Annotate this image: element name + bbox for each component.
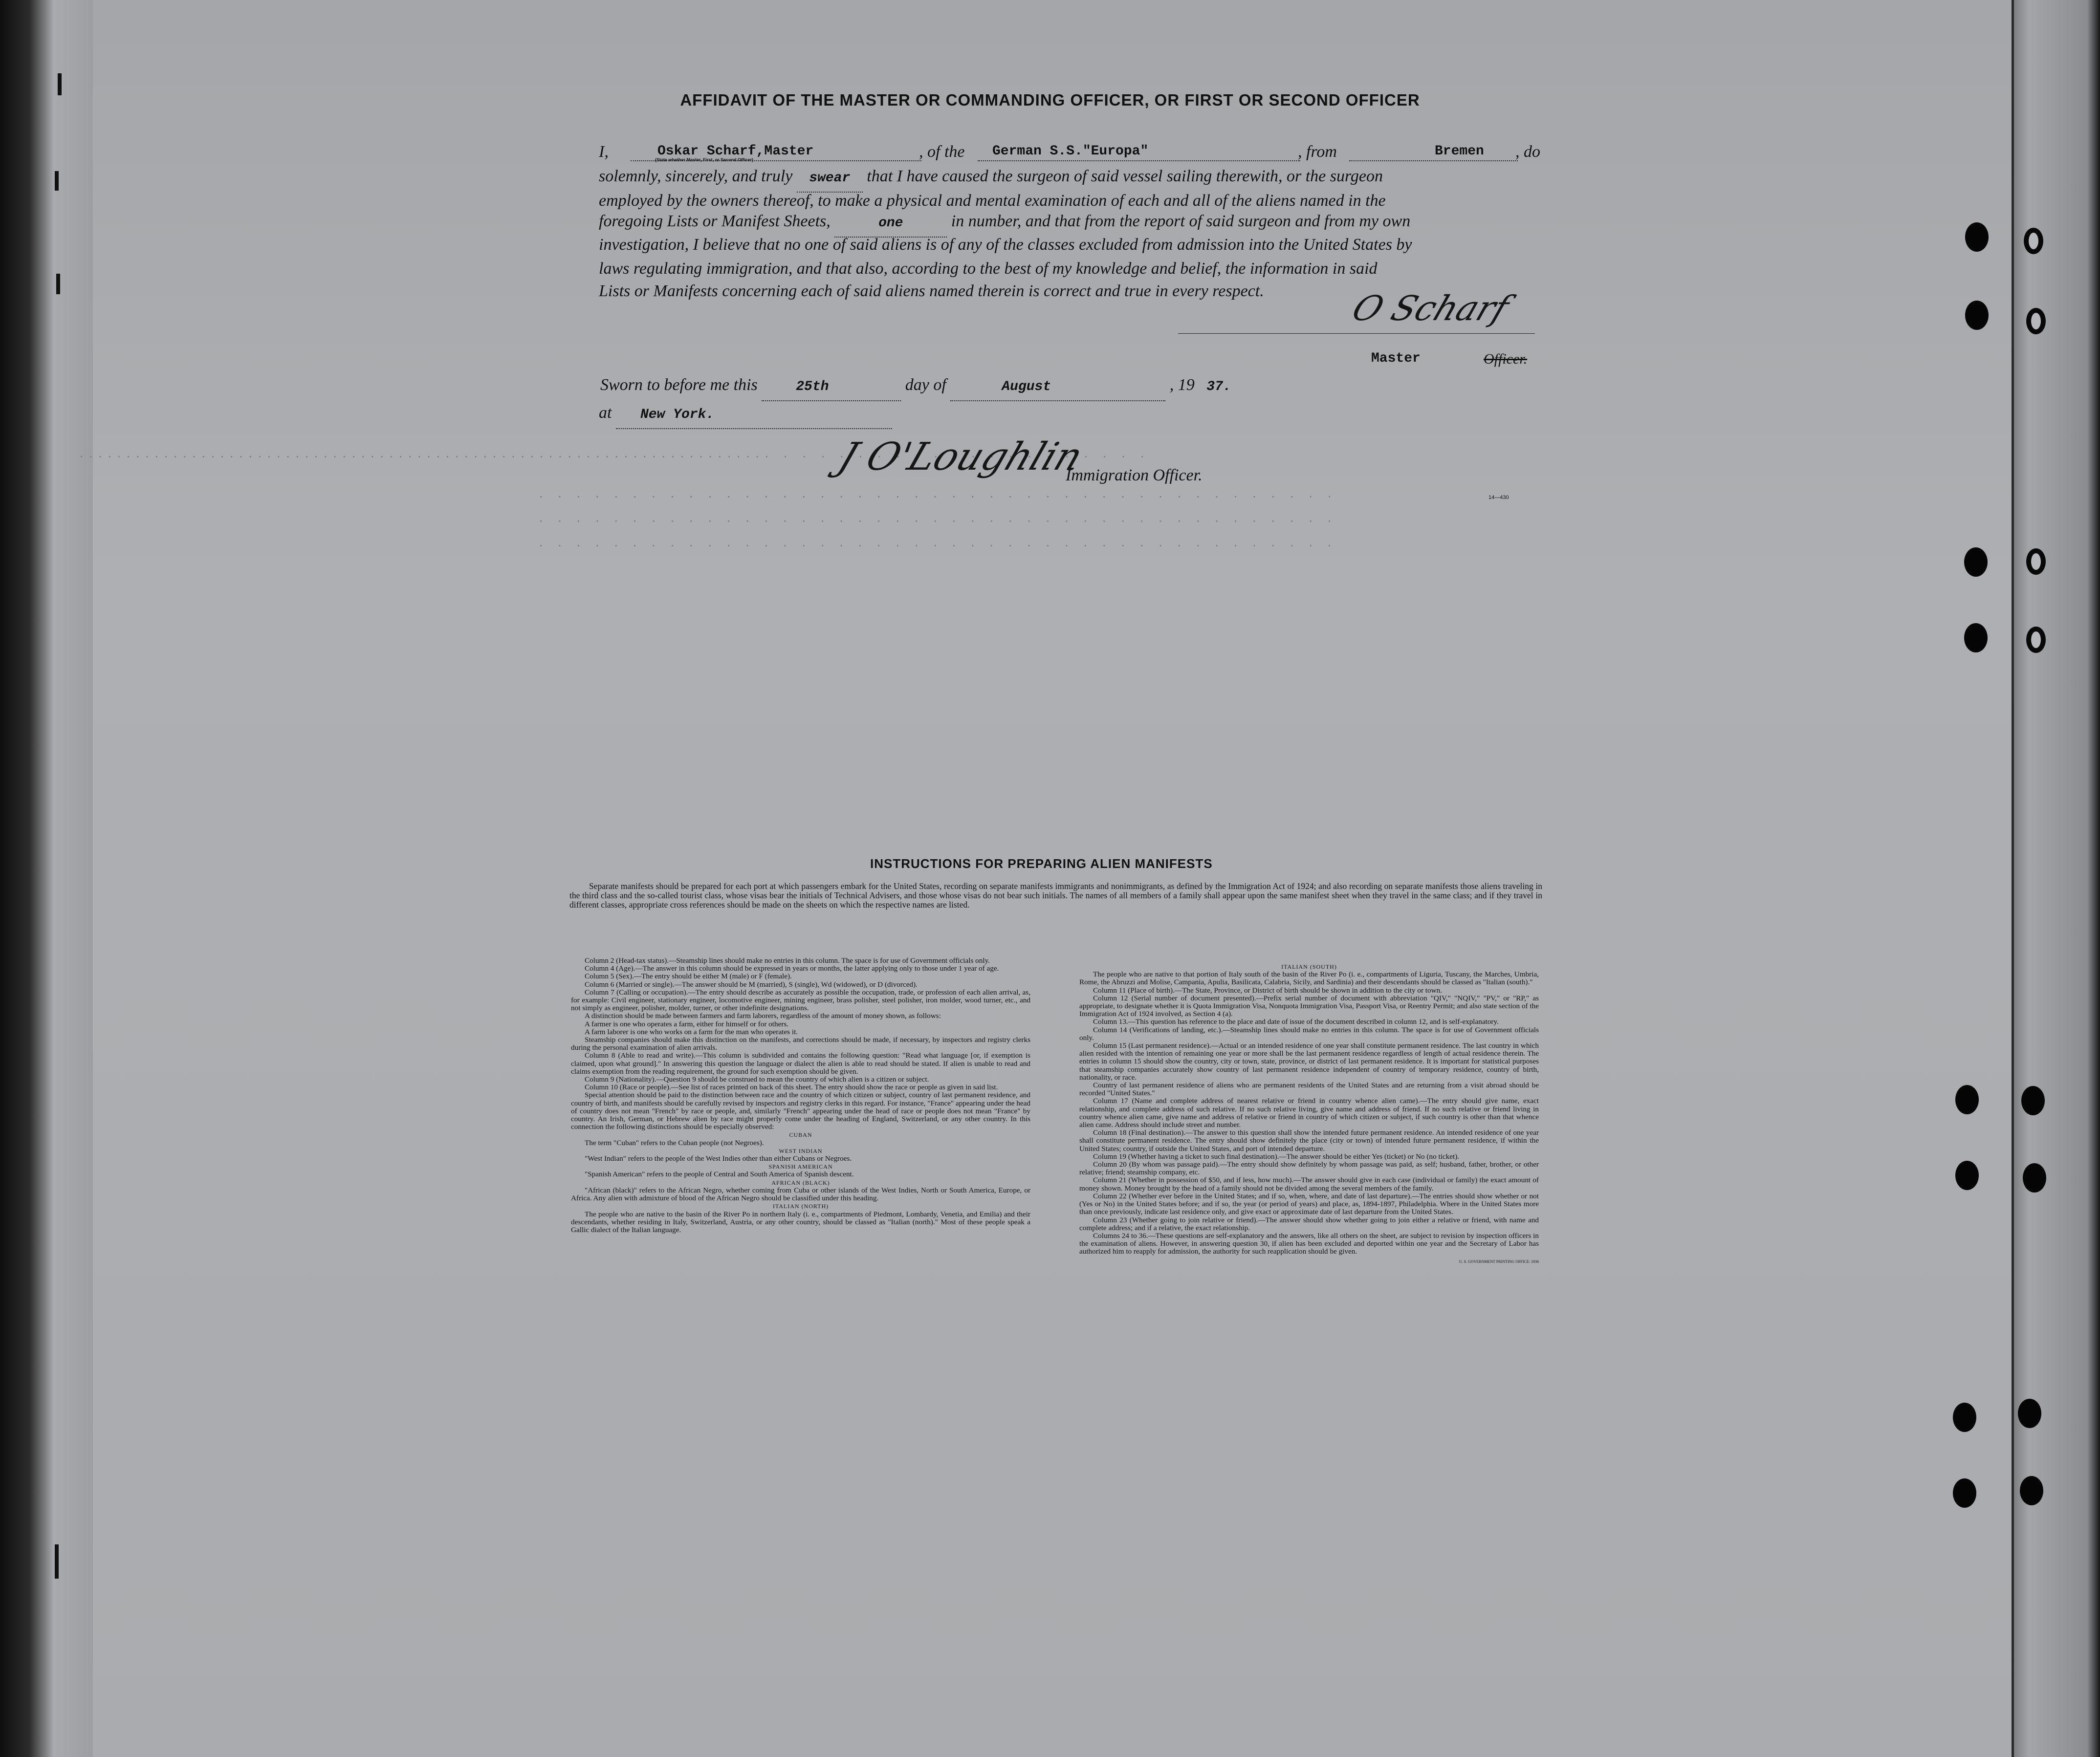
spanish-american-heading: SPANISH AMERICAN xyxy=(768,1163,833,1171)
left-para: Column 6 (Married or single).—The answer should be M (married), S (single), Wd (widowed), or D (divorced). xyxy=(585,980,918,989)
affidavit-line-3: employed by the owners thereof, to make a physical and mental examination of each and all of the aliens named in the xyxy=(599,192,1386,210)
left-para: Special attention should be paid to the distinction between race and the country of which citizen or subject, country of last permanent residence, and country of birth, and manifests should be carefully revised by inspectors and registry clerks in this regard. For instance, "France" appearing under the head of country does not mean "French" by race or people, and, similarly "French" appearing under the head of race or people does not mean "France" by country. An Irish, German, or Hebrew alien by race might properly come under the heading of England, Switzerland, or any other country. In this connection the following distinctions should be especially observed: xyxy=(571,1091,1030,1131)
punch-hole xyxy=(1964,623,1988,652)
sworn-day: 25th xyxy=(796,379,829,394)
affidavit-line-7: Lists or Manifests concerning each of said aliens named therein is correct and true in every respect. xyxy=(599,282,1264,300)
line2-text-a: solemnly, sincerely, and truly xyxy=(599,167,793,185)
sworn-month: August xyxy=(1002,379,1051,394)
binding-tick xyxy=(55,171,59,191)
punch-hole xyxy=(2018,1399,2041,1428)
line2-text-b: that I have caused the surgeon of said vessel sailing therewith, or the surgeon xyxy=(867,167,1383,185)
right-para: Column 21 (Whether in possession of $50, and if less, how much).—The answer should give in each case (individual or family) the exact amount of money shown. Money brought by the head of a family should not be divided among the several members of the family. xyxy=(1079,1176,1539,1193)
african-heading: AFRICAN (BLACK) xyxy=(771,1179,830,1186)
left-para: Column 9 (Nationality).—Question 9 should be construed to mean the country of which alien is a citizen or subject. xyxy=(585,1075,929,1084)
punch-hole-ring xyxy=(2026,308,2046,334)
punch-hole xyxy=(1964,547,1988,577)
right-para: Column 12 (Serial number of document presented).—Prefix serial number of document with abbreviation "QIV," "NQIV," "PV," or "RP," as appropriate, to designate whether it is Quota Immigration Visa, Nonquota Immigration Visa, Passport Visa, or Reentry Permit; and also state section of the Immigration Act of 1924 involved, as Section 4 (a). xyxy=(1079,994,1539,1019)
sworn-line xyxy=(600,371,1231,401)
punch-hole xyxy=(2021,1086,2045,1115)
right-para: Column 14 (Verifications of landing, etc.).—Steamship lines should make no entries in this column. The space is for use of Government officials only. xyxy=(1079,1025,1539,1042)
punch-hole xyxy=(2020,1476,2043,1505)
bleed-through-text: . . . . . . . . . . . . . . . . . . . . . . . . . . . . . . . . . . . . . . . . . . . xyxy=(538,489,1336,501)
master-title: Master xyxy=(1371,351,1421,366)
punch-hole xyxy=(1953,1403,1976,1432)
left-para: Steamship companies should make this distinction on the manifests, and corrections should be made, if necessary, by inspectors and registry clerks during the personal examination of alien arrivals. xyxy=(571,1036,1030,1052)
from-label: , from xyxy=(1298,143,1337,161)
at-line xyxy=(599,399,892,429)
left-para: Column 2 (Head-tax status).—Steamship lines should make no entries in this column. The space is for use of Government officials only. xyxy=(585,956,990,965)
master-name: Oskar Scharf,Master xyxy=(657,144,814,159)
instructions-intro: Separate manifests should be prepared for each port at which passengers embark for the United States, recording on separate manifests immigrants and nonimmigrants, as defined by the Immigration Act of 1924; and also recording on separate manifests those aliens traveling in the third class and the so-called tourist class, whose visas bear the initials of Technical Advisers, and those whose visas do not bear such initials. The names of all members of a family shall appear upon the same manifest sheet when they travel in the same class; and if they travel in different classes, appropriate cross references should be made on the sheets on which the respective names are listed. xyxy=(569,881,1542,910)
day-of-label: day of xyxy=(905,376,946,394)
sworn-text: Sworn to before me this xyxy=(600,376,758,394)
officer-title: Immigration Officer. xyxy=(1066,466,1203,484)
sworn-year: 37. xyxy=(1206,379,1231,394)
instructions-left-column xyxy=(571,957,1030,1234)
left-para: A farm laborer is one who works on a farm for the man who operates it. xyxy=(585,1027,798,1036)
punch-hole-ring xyxy=(2026,627,2046,653)
do-label: , do xyxy=(1515,143,1540,161)
left-para: Column 4 (Age).—The answer in this column should be expressed in years or months, the latter applying only to those under 1 year of age. xyxy=(585,964,999,973)
affidavit-line-5: investigation, I believe that no one of said aliens is of any of the classes excluded from admission into the United States by xyxy=(599,236,1412,254)
west-indian-heading: WEST INDIAN xyxy=(779,1147,823,1154)
at-label: at xyxy=(599,404,612,422)
instructions-right-column xyxy=(1079,963,1539,1266)
west-indian-text: "West Indian" refers to the people of the West Indies other than either Cubans or Negroes. xyxy=(585,1154,852,1163)
port-name: Bremen xyxy=(1435,144,1484,159)
italian-north-heading: ITALIAN (NORTH) xyxy=(772,1203,829,1210)
punch-hole xyxy=(2023,1163,2046,1193)
punch-hole xyxy=(1953,1478,1976,1508)
bleed-through-text: . . . . . . . . . . . . . . . . . . . . . . . . . . . . . . . . . . . . . . . . . . . xyxy=(538,513,1336,525)
punch-hole xyxy=(1965,222,1989,252)
left-para: Column 10 (Race or people).—See list of races printed on back of this sheet. The entry should show the race or people as given in said list. xyxy=(585,1083,998,1092)
right-para: Columns 24 to 36.—These questions are self-explanatory and the answers, like all others on the sheet, are subject to revision by inspection officers in the examination of aliens. However, in answering question 30, if alien has been excluded and deported within one year and the Secretary of Labor has authorized him to reapply for admission, the authority for such reapplication should be given. xyxy=(1079,1231,1539,1256)
right-para: Column 17 (Name and complete address of nearest relative or friend in country whence alien came).—The entry should give name, exact relationship, and complete address of such relative. If no such relative living, give name and address of friend. If no such relative or friend living in country whence alien came, give name and address of relative or friend in country of which citizen or subject, if such country is other than that whence alien came. Address should include street and number. xyxy=(1079,1097,1539,1129)
left-para: Column 5 (Sex).—The entry should be either M (male) or F (female). xyxy=(585,972,792,981)
left-para: Column 7 (Calling or occupation).—The entry should describe as accurately as possible the occupation, trade, or profession of each alien arrival, as, for example: Civil engineer, stationary engineer, locomotive engineer, mining engineer, brass polisher, steel polisher, iron molder, wood turner, etc., and not simply as engineer, polisher, molder, turner, or other indefinite designations. xyxy=(571,988,1030,1013)
spanish-american-text: "Spanish American" refers to the people of Central and South America of Spanish descent. xyxy=(585,1170,854,1179)
right-para: Column 18 (Final destination).—The answer to this question shall show the intended future permanent residence. An intended residence of one year shall constitute permanent residence. The entry should show definitely the place (city or town) of intended future permanent residence, if within the United States; country, if outside the United States, and port of intended departure. xyxy=(1079,1128,1539,1153)
name-note: (State whether Master, First, or Second Officer) xyxy=(655,157,754,162)
punch-hole-ring xyxy=(2026,548,2046,575)
right-para: Country of last permanent residence of aliens who are permanent residents of the United States and are returning from a visit abroad should be recorded "United States." xyxy=(1079,1081,1539,1098)
cuban-heading: CUBAN xyxy=(789,1131,812,1139)
cuban-text: The term "Cuban" refers to the Cuban people (not Negroes). xyxy=(585,1138,764,1147)
right-para: Column 19 (Whether having a ticket to such final destination).—The answer should be either Yes (ticket) or No (no ticket). xyxy=(1093,1152,1460,1161)
officer-struck: Officer. xyxy=(1484,351,1528,367)
affidavit-i-label: I, xyxy=(599,143,609,161)
italian-south-heading: ITALIAN (SOUTH) xyxy=(1281,963,1337,970)
binding-tick xyxy=(56,274,60,294)
right-para: Column 13.—This question has reference to the place and date of issue of the document described in column 12, and is self-explanatory. xyxy=(1093,1018,1499,1026)
master-signature-line xyxy=(1178,333,1535,334)
right-para: Column 23 (Whether going to join relative or friend).—The answer should show whether going to join either a relative or friend, with name and complete address; and if a relative, the exact relationship. xyxy=(1079,1215,1539,1232)
printing-office: U. S. GOVERNMENT PRINTING OFFICE: 1936 xyxy=(1459,1259,1539,1264)
bleed-through-text: . . . . . . . . . . . . . . . . . . . . . . . . . . . . . . . . . . . . . . . . . . . xyxy=(538,538,1336,550)
line4-text-b: in number, and that from the report of said surgeon and from my own xyxy=(951,212,1411,230)
right-para: Column 22 (Whether ever before in the United States; and if so, when, where, and date of last departure).—The entries should show whether or not (Yes or No) in the United States before; and if so, the year (or period of years) and place, as, 1894-1897, Philadelphia. Where in the United States more than once previously, indicate last residence only, and give exact or approximate date of last departure from the United States. xyxy=(1079,1192,1539,1216)
right-para: Column 15 (Last permanent residence).—Actual or an intended residence of one year shall constitute permanent residence. The last country in which alien resided with the intention of remaining one year or more shall be the last permanent residence regardless of length of actual residence therein. The entries in column 15 should show the country, city or town, state, province, or district of last permanent residence. It is important for statistical purposes that steamship companies accurately show country of last permanent residence independent of country of temporary residence, country of birth, nationality, or race. xyxy=(1079,1041,1539,1082)
year-prefix: , 19 xyxy=(1169,376,1195,394)
right-para: The people who are native to that portion of Italy south of the basin of the River Po (i. e., compartments of Liguria, Tuscany, the Marches, Umbria, Rome, the Abruzzi and Molise, Campania, Apulia, Basilicata, Calabria, Sicily, and Sardinia) and their descendants should be classed as "Italian (south)." xyxy=(1079,970,1539,987)
binding-tick xyxy=(55,1544,59,1579)
sheet-count: one xyxy=(878,216,903,231)
punch-hole xyxy=(1955,1085,1979,1114)
of-the-label: , of the xyxy=(919,143,965,161)
affidavit-title: AFFIDAVIT OF THE MASTER OR COMMANDING OFFICER, OR FIRST OR SECOND OFFICER xyxy=(680,91,1420,109)
african-text: "African (black)" refers to the African Negro, whether coming from Cuba or other islands of the West Indies, North or South America, Europe, or Africa. Any alien with admixture of blood of the African Negro should be classified under this heading. xyxy=(571,1186,1030,1203)
officer-signature: J O'Loughlin xyxy=(832,435,1089,479)
right-para: Column 11 (Place of birth).—The State, Province, or District of birth should be shown in addition to the city or town. xyxy=(1093,986,1442,995)
vessel-name: German S.S."Europa" xyxy=(992,144,1149,159)
sworn-place: New York. xyxy=(640,407,715,422)
left-para: A farmer is one who operates a farm, either for himself or for others. xyxy=(585,1019,789,1028)
punch-hole xyxy=(1955,1161,1979,1190)
form-number: 14—430 xyxy=(1488,495,1509,500)
instructions-title: INSTRUCTIONS FOR PREPARING ALIEN MANIFESTS xyxy=(870,856,1213,871)
master-signature: O Scharf xyxy=(1347,288,1514,328)
right-para: Column 20 (By whom was passage paid).—The entry should show definitely by whom passage was paid, as self; husband, father, brother, or other relative; friend; steamship company, etc. xyxy=(1079,1160,1539,1177)
italian-north-text: The people who are native to the basin of the River Po in northern Italy (i. e., compartments of Piedmont, Lombardy, Venetia, and Emilia) and their descendants, whether residing in Italy, Switzerland, Austria, or any other country, should be classed as "Italian (north)." Most of these people speak a Gallic dialect of the Italian language. xyxy=(571,1210,1030,1234)
punch-hole xyxy=(1965,301,1989,330)
vessel-line xyxy=(978,160,1300,161)
line4-text-a: foregoing Lists or Manifest Sheets, xyxy=(599,212,831,230)
punch-hole-ring xyxy=(2024,228,2043,254)
left-para: Column 8 (Able to read and write).—This column is subdivided and contains the following question: "Read what language [or, if exemption is claimed, upon what ground]." In answering this question the language or dialect the alien is able to read should be stated. If alien is unable to read and claims exemption from the reading requirement, the ground for such exemption should be given. xyxy=(571,1051,1030,1076)
left-binding-edge xyxy=(0,0,93,1757)
affidavit-line-6: laws regulating immigration, and that also, according to the best of my knowledge and belief, the information in said xyxy=(599,260,1378,278)
left-para: A distinction should be made between farmers and farm laborers, regardless of the amount of money shown, as follows: xyxy=(585,1012,941,1020)
oath-word: swear xyxy=(809,171,851,186)
port-line xyxy=(1349,160,1518,161)
bleed-through-text: .......................................................................... . . . . . . . . . . . . . . . . . . . . xyxy=(78,449,1149,461)
